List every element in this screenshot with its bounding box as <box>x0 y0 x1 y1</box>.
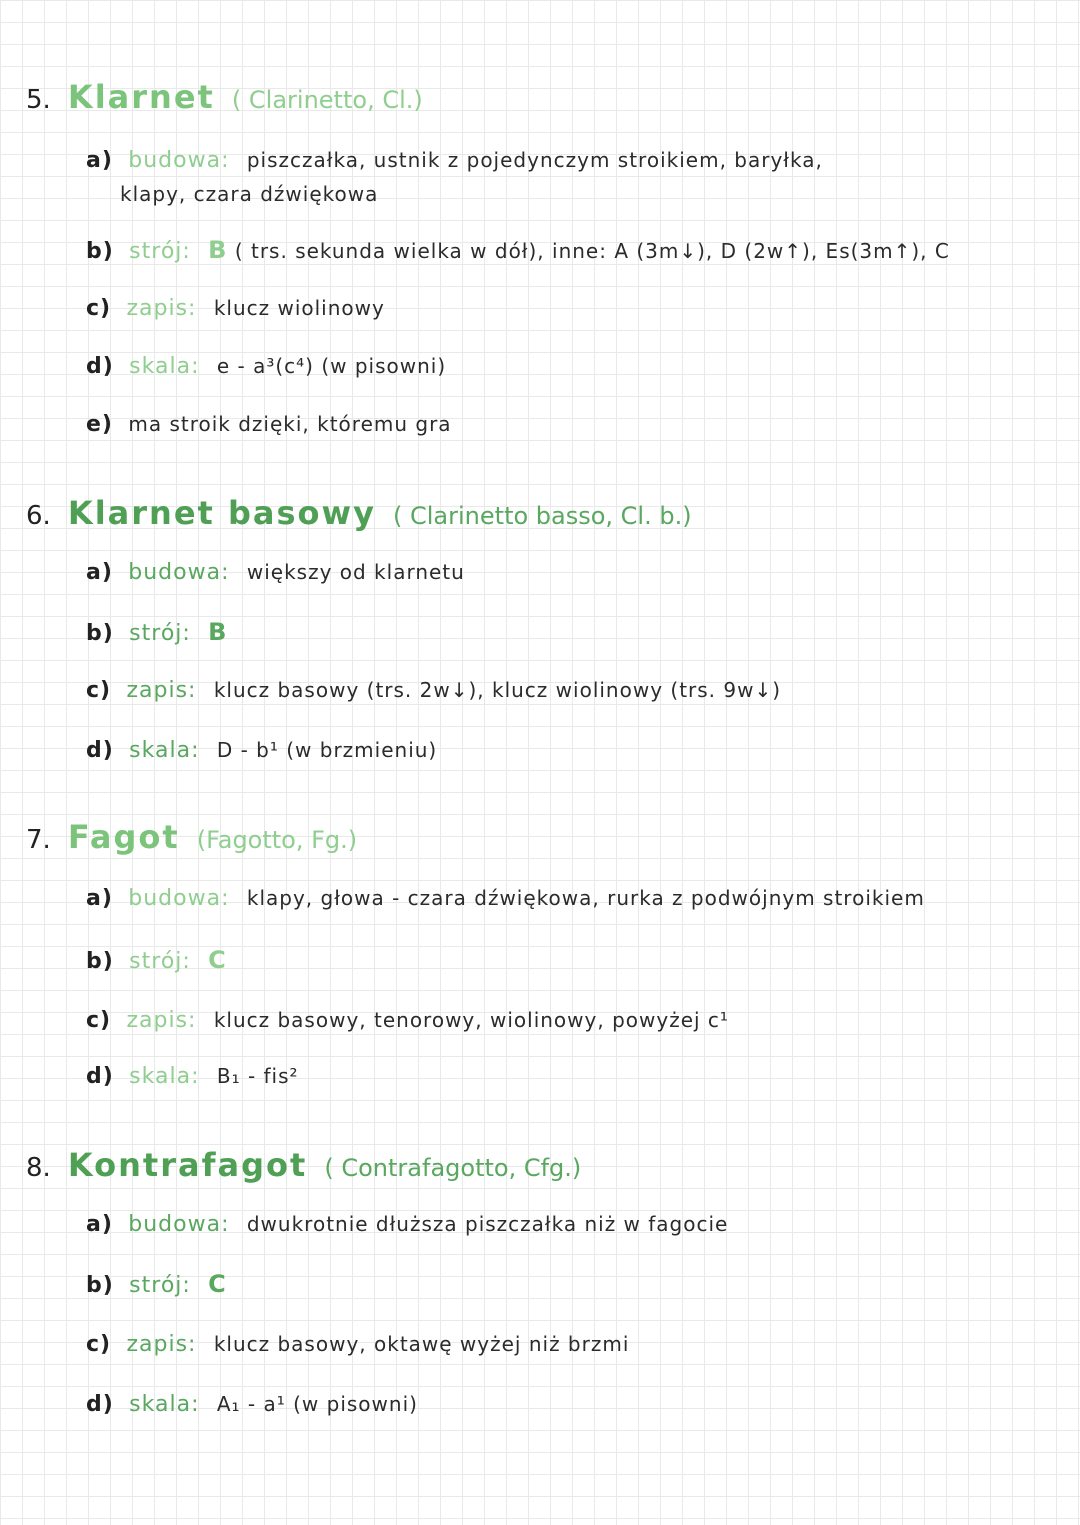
item-value: klucz basowy, oktawę wyżej niż brzmi <box>213 1332 630 1356</box>
list-item <box>86 1008 729 1033</box>
item-key: skala: <box>129 354 200 379</box>
item-value: klucz basowy (trs. 2w↓), klucz wiolinowy (trs. 9w↓) <box>213 678 782 702</box>
section-heading <box>26 78 423 116</box>
item-label: c) <box>86 1332 112 1357</box>
item-value: ma stroik dzięki, któremu gra <box>128 412 452 436</box>
item-label: a) <box>86 148 113 173</box>
instrument-name: Klarnet basowy <box>67 494 376 532</box>
item-value: B₁ - fis² <box>216 1064 299 1088</box>
list-item <box>86 1392 418 1417</box>
item-key: skala: <box>129 1392 200 1417</box>
item-label: a) <box>86 560 113 585</box>
item-key: skala: <box>129 738 200 763</box>
item-accent: B <box>208 618 228 646</box>
item-value: większy od klarnetu <box>246 560 465 584</box>
list-item <box>86 1332 629 1357</box>
item-key: budowa: <box>128 560 230 585</box>
item-value: A₁ - a¹ (w pisowni) <box>216 1392 418 1416</box>
list-item <box>86 354 446 379</box>
item-continuation: klapy, czara dźwiękowa <box>120 182 379 206</box>
latin-name: ( Clarinetto, Cl.) <box>231 86 423 114</box>
item-label: d) <box>86 1392 114 1417</box>
section-heading <box>26 1146 581 1184</box>
latin-name: (Fagotto, Fg.) <box>196 826 358 854</box>
item-key: strój: <box>129 949 191 974</box>
list-item <box>86 946 227 974</box>
list-item <box>86 412 452 437</box>
item-key: strój: <box>129 621 191 646</box>
section-number: 7. <box>26 825 51 855</box>
item-value: dwukrotnie dłuższa piszczałka niż w fagocie <box>246 1212 729 1236</box>
latin-name: ( Clarinetto basso, Cl. b.) <box>393 502 692 530</box>
section-number: 8. <box>26 1153 51 1183</box>
item-value: D - b¹ (w brzmieniu) <box>216 738 438 762</box>
item-key: zapis: <box>126 1332 197 1357</box>
instrument-name: Fagot <box>67 818 180 856</box>
list-item <box>86 148 823 173</box>
item-value: klucz wiolinowy <box>213 296 385 320</box>
item-value: piszczałka, ustnik z pojedynczym stroikiem, baryłka, <box>246 148 823 172</box>
section-number: 6. <box>26 501 51 531</box>
item-label: e) <box>86 412 113 437</box>
item-key: zapis: <box>126 296 197 321</box>
item-label: d) <box>86 1064 114 1089</box>
item-label: c) <box>86 1008 112 1033</box>
item-key: zapis: <box>126 678 197 703</box>
list-item <box>86 1270 227 1298</box>
item-key: strój: <box>129 1273 191 1298</box>
latin-name: ( Contrafagotto, Cfg.) <box>324 1154 582 1182</box>
section-number: 5. <box>26 85 51 115</box>
instrument-name: Kontrafagot <box>67 1146 308 1184</box>
list-item <box>86 738 437 763</box>
item-label: d) <box>86 354 114 379</box>
item-key: budowa: <box>128 886 230 911</box>
item-value: klucz basowy, tenorowy, wiolinowy, powyżej c¹ <box>213 1008 729 1032</box>
item-label: b) <box>86 1273 114 1298</box>
section-heading <box>26 494 692 532</box>
list-item <box>86 236 950 264</box>
item-value: klapy, głowa - czara dźwiękowa, rurka z podwójnym stroikiem <box>246 886 925 910</box>
list-item <box>86 296 385 321</box>
item-label: c) <box>86 296 112 321</box>
list-item <box>86 678 781 703</box>
item-label: a) <box>86 1212 113 1237</box>
list-item <box>86 886 925 911</box>
item-key: strój: <box>129 239 191 264</box>
section-heading <box>26 818 357 856</box>
instrument-name: Klarnet <box>67 78 215 116</box>
item-accent: C <box>208 1270 227 1298</box>
item-value: ( trs. sekunda wielka w dół), inne: A (3m↓), D (2w↑), Es(3m↑), C <box>234 239 950 263</box>
item-value: e - a³(c⁴) (w pisowni) <box>216 354 447 378</box>
list-item <box>86 618 227 646</box>
list-item <box>86 1064 299 1089</box>
item-accent: C <box>208 946 227 974</box>
item-label: c) <box>86 678 112 703</box>
item-label: b) <box>86 621 114 646</box>
list-item <box>86 1212 728 1237</box>
item-label: d) <box>86 738 114 763</box>
item-label: b) <box>86 239 114 264</box>
item-accent: B <box>208 236 228 264</box>
item-key: zapis: <box>126 1008 197 1033</box>
item-label: a) <box>86 886 113 911</box>
item-label: b) <box>86 949 114 974</box>
item-key: budowa: <box>128 148 230 173</box>
list-item <box>86 560 465 585</box>
item-key: skala: <box>129 1064 200 1089</box>
item-key: budowa: <box>128 1212 230 1237</box>
